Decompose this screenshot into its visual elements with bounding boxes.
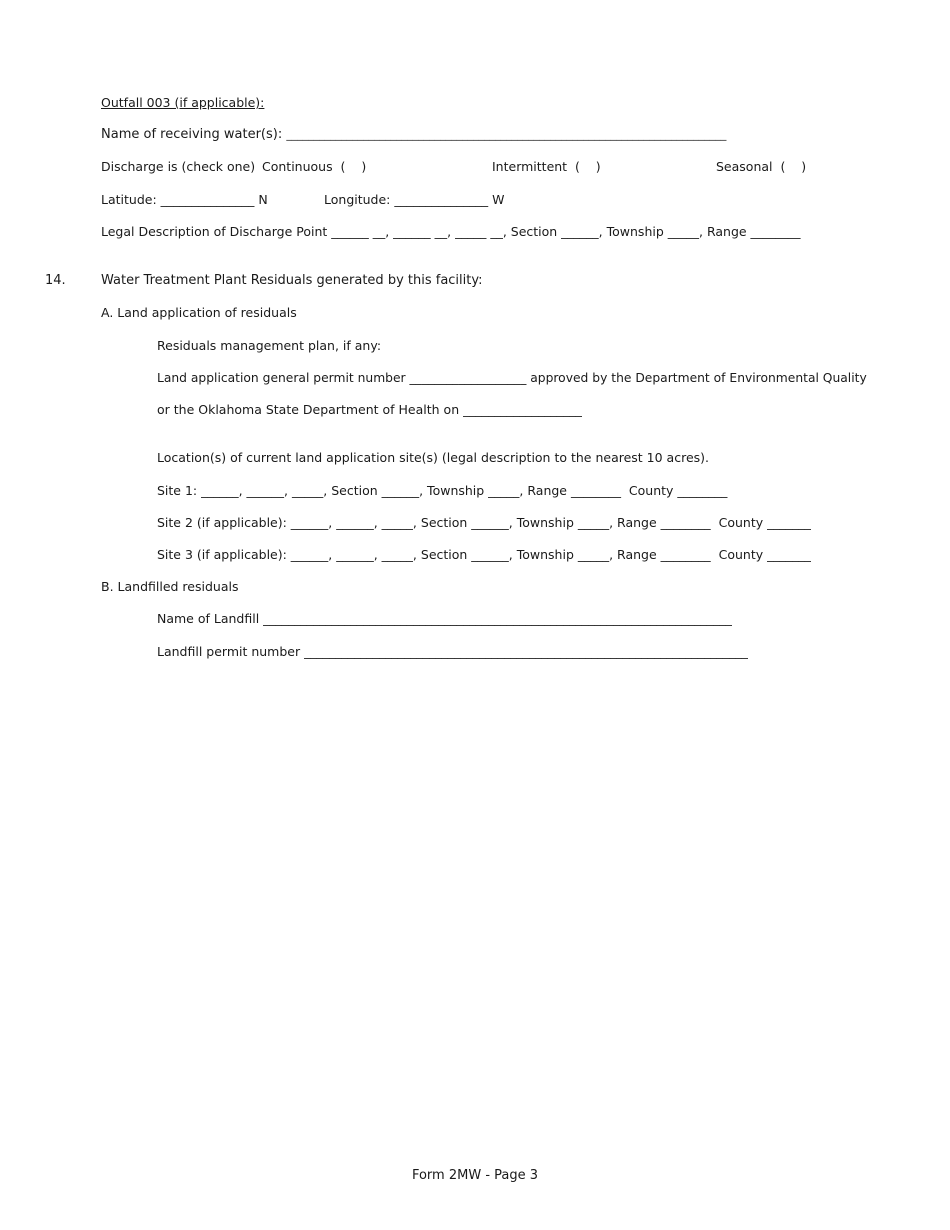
site-locations-label: Location(s) of current land application site(s) (legal description to the nearest 10 acres). xyxy=(157,450,710,465)
landfill-permit-number-field[interactable]: Landfill permit number _______________________________________________________________________ xyxy=(157,644,748,659)
outfall-heading: Outfall 003 (if applicable): xyxy=(101,95,265,110)
discharge-continuous-checkbox[interactable]: Continuous ( ) xyxy=(262,159,367,174)
receiving-water-field[interactable]: ________________________________________________________________________________ xyxy=(286,128,727,141)
latitude-field[interactable]: Latitude: _______________ N xyxy=(101,192,268,207)
land-application-heading: A. Land application of residuals xyxy=(101,305,297,320)
site-1-field[interactable]: Site 1: ______, ______, _____, Section ______, Township _____, Range ________ County ________ xyxy=(157,483,728,498)
landfill-name-field[interactable]: Name of Landfill ___________________________________________________________________________ xyxy=(157,611,732,626)
receiving-water-label: Name of receiving water(s): xyxy=(101,127,287,142)
landfilled-residuals-heading: B. Landfilled residuals xyxy=(101,579,239,594)
management-plan-label: Residuals management plan, if any: xyxy=(157,338,382,353)
site-2-field[interactable]: Site 2 (if applicable): ______, ______, _____, Section ______, Township _____, Range ________ County _______ xyxy=(157,515,811,530)
discharge-type-label: Discharge is (check one) xyxy=(101,159,256,174)
page-footer: Form 2MW - Page 3 xyxy=(411,1168,539,1183)
section-title: Water Treatment Plant Residuals generated by this facility: xyxy=(101,273,483,288)
site-3-field[interactable]: Site 3 (if applicable): ______, ______, _____, Section ______, Township _____, Range ________ County _______ xyxy=(157,547,811,562)
receiving-water-row xyxy=(101,127,726,143)
legal-description-field[interactable]: Legal Description of Discharge Point ______ __, ______ __, _____ __, Section ______, Township _____, Range ________ xyxy=(101,224,801,239)
general-permit-number-field[interactable]: Land application general permit number ___________________ approved by the Department of Environmental Quality xyxy=(157,371,867,385)
longitude-field[interactable]: Longitude: _______________ W xyxy=(324,192,505,207)
discharge-seasonal-checkbox[interactable]: Seasonal ( ) xyxy=(716,159,807,174)
discharge-intermittent-checkbox[interactable]: Intermittent ( ) xyxy=(492,159,601,174)
section-number: 14. xyxy=(45,273,66,288)
health-department-date-field[interactable]: or the Oklahoma State Department of Health on ___________________ xyxy=(157,402,582,417)
